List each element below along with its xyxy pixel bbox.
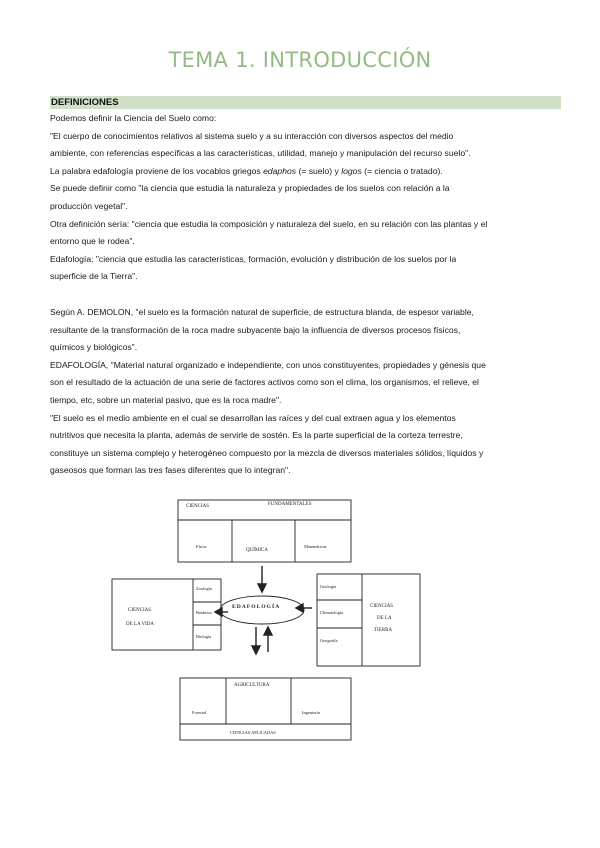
greek-term-edaphos: edaphos xyxy=(263,165,297,176)
text-line: producción vegetal". xyxy=(50,200,128,211)
right-label-1: CIENCIAS xyxy=(370,604,394,609)
botanica-label: Botánica xyxy=(196,610,212,615)
text-line: químicos y biológicos". xyxy=(50,342,138,353)
text-line: EDAFOLOGÍA, "Material natural organizado e independiente, con unos constituyentes, propiedades y génesis que xyxy=(50,359,486,370)
right-label-3: TIERRA xyxy=(374,628,393,633)
page-title: TEMA 1. INTRODUCCIÓN xyxy=(168,48,432,72)
geologia-label: Geología xyxy=(320,584,337,589)
quimica-label: QUÍMICA xyxy=(246,548,268,553)
greek-term-logos: logos xyxy=(341,165,362,176)
section-heading: DEFINICIONES xyxy=(51,97,119,108)
right-label-2: DE LA xyxy=(377,616,392,621)
top-header-left: CIENCIAS xyxy=(186,504,210,509)
text-line: entorno que le rodea". xyxy=(50,236,135,247)
center-ellipse xyxy=(220,596,304,624)
diagram-lines xyxy=(108,492,430,754)
edafologia-diagram xyxy=(108,492,430,754)
text-line: ambiente, con referencias específicas a las características, utilidad, manejo y manipulación del recurso suelo". xyxy=(50,148,471,159)
text-line: tiempo, etc, sobre un material pasivo, que es la roca madre". xyxy=(50,394,282,405)
geografia-label: Geografía xyxy=(320,638,338,643)
text-line: Se puede definir como "la ciencia que estudia la naturaleza y propiedades de los suelos con relación a la xyxy=(50,183,450,194)
text-line: "El cuerpo de conocimientos relativos al sistema suelo y a su interacción con diversos aspectos del medio xyxy=(50,130,454,141)
section-heading-bar xyxy=(50,96,561,109)
climatologia-label: Climatología xyxy=(320,610,343,615)
text-line: Edafología: "ciencia que estudia las características, formación, evolución y distribución de los suelos por la xyxy=(50,253,457,264)
demolon-block xyxy=(50,304,562,480)
text-line: Podemos definir la Ciencia del Suelo como: xyxy=(50,113,217,123)
definitions-block xyxy=(50,110,562,286)
biologia-label: Biología xyxy=(196,634,212,639)
text-line: Según A. DEMOLON, "el suelo es la formación natural de superficie, de estructura blanda, de espesor variable, xyxy=(50,307,474,317)
text-line: constituye un sistema complejo y heterogéneo compuesto por la mezcla de diversos materiales sólidos, líquidos y xyxy=(50,447,484,458)
center-label: EDAFOLOGÍA xyxy=(232,604,281,610)
fisica-label: Física xyxy=(196,544,207,549)
text-line: superficie de la Tierra". xyxy=(50,271,138,282)
text-line: La palabra edafología proviene de los vocablos griegos edaphos (= suelo) y logos (= ciencia o tratado). xyxy=(50,165,443,176)
text-line: Otra definición sería: "ciencia que estudia la composición y naturaleza del suelo, en su relación con las plantas y el xyxy=(50,218,488,229)
text-line: gaseosos que forman las tres fases diferentes que lo integran". xyxy=(50,465,291,476)
text-line: nutritivos que necesita la planta, además de servirle de sostén. Es la parte superficial de la corteza terrestre, xyxy=(50,430,463,441)
bottom-footer-label: CIENCIAS APLICADAS xyxy=(230,730,276,735)
ingenieria-label: Ingeniería xyxy=(302,710,320,715)
top-header-right: FUNDAMENTALES xyxy=(268,502,312,507)
agricultura-label: AGRICULTURA xyxy=(234,683,270,688)
text-line: "El suelo es el medio ambiente en el cual se desarrollan las raíces y del cual extraen agua y los elementos xyxy=(50,412,456,423)
zoologia-label: Zoología xyxy=(196,586,212,591)
forestal-label: Forestal xyxy=(192,710,207,715)
text-line: resultante de la transformación de la roca madre subyacente bajo la influencia de diversos procesos físicos, xyxy=(50,324,461,335)
text-line: son el resultado de la actuación de una serie de factores activos como son el clima, los organismos, el relieve, el xyxy=(50,377,479,388)
matematicas-label: Matemáticas xyxy=(304,544,327,549)
left-label-1: CIENCIAS xyxy=(128,608,152,613)
left-label-2: DE LA VIDA xyxy=(126,622,154,627)
